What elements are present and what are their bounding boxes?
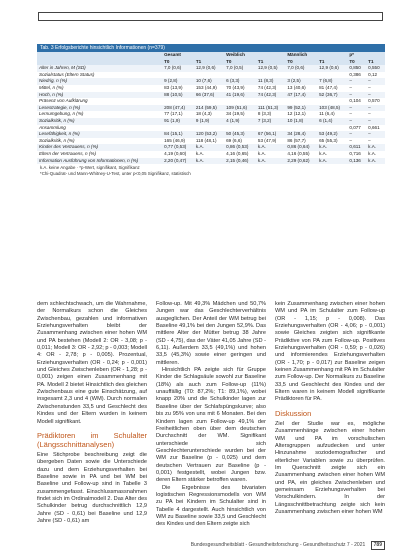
table-cell: – [366, 85, 385, 92]
table-cell: 0,570 [366, 98, 385, 105]
table-cell: 3 (2,5) [285, 78, 317, 85]
table-cell: k.A. [194, 144, 224, 151]
table-cell: 81 (47,4) [317, 85, 347, 92]
table-cell: – [347, 138, 366, 145]
table-cell [317, 72, 347, 79]
table-cell: k.A. [256, 158, 285, 165]
table-row [37, 72, 385, 79]
table-cell: – [347, 131, 366, 138]
table-cell: 0,661 [366, 125, 385, 132]
row-label-cell: Sozialkritik, n (%) [37, 138, 162, 145]
group-header-cell: p* [347, 52, 385, 59]
paragraph: kein Zusammenhang zwischen einer hohen WM und PA im Schulalter zum Follow-up (OR - 1,15; p - 0,008). Das Erziehungsverhalten (OR - 4,06; p - 0,001) sowie Gleiches zeigten sich signifikante Prädiktive von PA zum Follow-up. Positives Erziehungsverhalten (OR - 0,59; p - 0,026) und informierendes Erziehungsverhalten (OR - 1,70; p - 0,017) zur Baseline zeigen keinen Zusammenhang mit PA im Schulalter zum Follow-up. Der Normalkurs zu Baseline 33,5 und Geschlecht des Kindes und der Eltern waren in keinem Modell signifikante Prädiktoren für PA. [275, 301, 385, 403]
table-cell: 53 (47,9) [256, 138, 285, 145]
table-row [37, 105, 385, 112]
row-label-cell: Lesestrategie, n (%) [37, 105, 162, 112]
section-heading: Prädiktoren im Schulalter (Längsschnittanalysen) [37, 430, 147, 449]
row-label-cell: Lesefähigkeit, n (%) [37, 131, 162, 138]
table-sub-header-row [37, 59, 385, 66]
table-row [37, 85, 385, 92]
table-cell [194, 72, 224, 79]
table-cell: 2,15 (0,46) [224, 158, 256, 165]
row-label-cell: Niedrig, n (%) [37, 78, 162, 85]
group-header-cell: Männlich [285, 52, 347, 59]
table-footnote: *Chi-Quadrat- und Mann-Whitney-U-Test, unter p<0,05 Signifikanz, statistisch [40, 171, 191, 177]
table-cell: 103 (48,5) [317, 105, 347, 112]
paragraph: Hinsichtlich PA zeigte sich für Gruppe Kinder die Schlagsäule sowohl zur Baseline (18%) als auch zum Follow-up (11%) unauffällig (T0: 87,2%; T1: 89,1%), wobei knapp 20% und die Schulkinder lagen zur Baseline über der Schlafspüngskurve; also bis zu 95% von uns mit 6 Monaten. Bei den Kindern lagen zum Follow-up 49,1% der Freiheitlichen oben über dem deutschen Durchschnitt der WM. Signifikant unterschiede sich Geschlechterunterschiede wurden bei der WM zur Baseline (p - 0,025) und dem deutschen Vertrauen zur Baseline (p - 0,001) festgestellt, wobei Jungen bzw. deren Eltern stärker betroffen waren. [156, 367, 266, 484]
group-header-cell: Gesamt [162, 52, 224, 59]
table-cell: 67 (56,1) [256, 131, 285, 138]
table-cell: 10 (7,6) [194, 78, 224, 85]
row-label-cell: Sozialstatus (Eltern Status) [37, 72, 162, 79]
table-cell: 53 (49,2) [317, 131, 347, 138]
table-cell: 2,29 (0,62) [285, 158, 317, 165]
table-cell: 111 (51,3) [256, 105, 285, 112]
table-cell: 41 (19,6) [224, 92, 256, 99]
table-cell: 9 (2,8) [162, 78, 194, 85]
paragraph: Die Ergebnisse des bivariaten logistischen Regressionsmodells von WM zu PA bei Kindern im Schulalter sind in Tabelle 4 dargestellt. Auch hinsichtlich von WM zu Baseline sowie 33,5 und Geschlecht des Kindes und den Eltern zeigte sich [156, 484, 266, 528]
table-row [37, 158, 385, 165]
table-row [37, 138, 385, 145]
row-label-cell: Eltern der Vertrauens, n (%) [37, 151, 162, 158]
table-cell: k.A. [317, 151, 347, 158]
row-label-cell: Information Ausführung von Informationen, n (%) [37, 158, 162, 165]
table-cell: 13 (40,6) [285, 85, 317, 92]
table-cell: k.A. [256, 144, 285, 151]
paragraph: dem schlechtschwach, um die Wahrnahme, der Normalkurs schon die Gleiches Zwischenbau, gezahlen und informativen Erziehungsverhalten bleibt der Zusammenhang zwischen einer hohen WM und PA bestehen (Modell 2: OR - 3,08; p - 0,011; Modell 3: OR - 2,92; p - 0,003; Modell 4: OR - 2,78; p - 0,005). Prozentual, Erziehungsverhalten (OR - 0,24; p - 0,001) und Gleiches Zwischenleben (OR - 1,28; p - 0,001) zeigen einen Zusammenhang mit PA. Modell 2 bietet Hinsichtlich des gleichen Zwischenbaus eine gute Einschätzung, auf insgesamt 2,3 und 4 (WM). Durch normalen Zwischenstunden 33,5 und Geschlecht des Kindes und der Eltern wurden in keinem Modell signifikant. [37, 301, 147, 425]
table-row [37, 151, 385, 158]
table-cell: 91 (1,9) [162, 118, 194, 125]
table-cell [256, 98, 285, 105]
row-label-cell: Hoch, n (%) [37, 92, 162, 99]
table-caption: Tab. 3 Erfolgsberichte hinsichtlich Informationen (n=379) [37, 44, 385, 52]
table-cell: 69 (6,6) [224, 138, 256, 145]
sub-header-cell: T0 [285, 59, 317, 66]
body-text [37, 301, 385, 531]
results-table [37, 44, 385, 178]
row-label-cell: Kinder des Vertrauens, n (%) [37, 144, 162, 151]
table-body [37, 65, 385, 164]
table-cell: 7 (3,2) [256, 118, 285, 125]
table-cell: 120 (53,2) [194, 131, 224, 138]
table-cell: 34 (28,4) [285, 131, 317, 138]
row-label-cell: Sozialkritik, n (%) [37, 118, 162, 125]
table-cell: 7,0 (0,5) [224, 65, 256, 72]
table-cell [194, 98, 224, 105]
table-cell: 118 (48,1) [194, 138, 224, 145]
table-cell: 12,9 (0,6) [194, 65, 224, 72]
table-cell: 4 (1,9) [224, 118, 256, 125]
table-cell: 86 (57,7) [285, 138, 317, 145]
section-heading: Diskussion [275, 408, 312, 418]
table-cell [285, 72, 317, 79]
table-cell: 0,12 [366, 72, 385, 79]
table-cell: 88 (10,5) [162, 92, 194, 99]
table-cell: 0,850 [347, 65, 366, 72]
table-cell: 47 (17,4) [285, 92, 317, 99]
table-row [37, 111, 385, 118]
table-cell: 12 (12,1) [285, 111, 317, 118]
table-cell: k.A. [317, 158, 347, 165]
table-cell: 99 (52,1) [285, 105, 317, 112]
paragraph: Ziel der Studie war es, mögliche Zusammenhänge zwischen einer hohen WM und PA im vorschulischen Altersgruppen aufzudecken und unter Hinzunahme soziodemografischer und elterlicher Variablen sowie zu überprüfen. Im Querschnitt zeigte sich ein Zusammenhang zwischen einer hohen WM und PA, ein gleiches Zwischenleben und gemeinsam Erziehungsverhalten bei Vorschulkindern. In der Längsschnittbetrachtung zeigte sich kein Zusammenhang zwischen einer hohen WM [275, 420, 385, 515]
table-cell: – [347, 118, 366, 125]
table-cell: 65 (55,3) [317, 138, 347, 145]
table-cell: 70 (43,9) [224, 85, 256, 92]
table-cell [224, 72, 256, 79]
table-cell: k.A. [366, 158, 385, 165]
table-cell: 7 (6,8) [317, 78, 347, 85]
table-cell: 7,0 (0,6) [162, 65, 194, 72]
table-cell [194, 125, 224, 132]
table-cell: 11 (8,3) [256, 78, 285, 85]
table-cell: – [347, 78, 366, 85]
sub-header-cell [37, 59, 162, 66]
table-cell: 0,77 (0,53) [162, 144, 194, 151]
table-cell: 0,136 [347, 158, 366, 165]
table-cell: k.A. [194, 151, 224, 158]
row-label-cell: Lernumgebung, n (%) [37, 111, 162, 118]
row-label-cell: Mittel, n (%) [37, 85, 162, 92]
table-cell [317, 125, 347, 132]
table-cell [285, 98, 317, 105]
text-column-1 [37, 301, 147, 525]
table-cell: 66 (37,6) [194, 92, 224, 99]
table-cell: 84 (15,1) [162, 131, 194, 138]
table-cell: 74 (42,3) [256, 92, 285, 99]
sub-header-cell: T1 [317, 59, 347, 66]
table-cell: 7,0 (0,6) [285, 65, 317, 72]
table-cell: k.A. [366, 144, 385, 151]
table-cell: 77 (17,1) [162, 111, 194, 118]
table-cell: 0,550 [366, 65, 385, 72]
table-cell: – [366, 105, 385, 112]
page-number: 789 [371, 541, 385, 550]
table-cell: 8 (3,3) [256, 111, 285, 118]
text-column-2 [156, 301, 266, 529]
table-cell: 83 (13,9) [162, 85, 194, 92]
table-group-header-row [37, 52, 385, 59]
table-cell: 12,9 (0,5) [256, 65, 285, 72]
table-cell: 0,386 [347, 72, 366, 79]
table-cell: – [366, 78, 385, 85]
table-cell: 6 (3,3) [224, 78, 256, 85]
table-cell: 0,611 [347, 144, 366, 151]
table-cell: 2,20 (0,47) [162, 158, 194, 165]
sub-header-cell: T0 [162, 59, 194, 66]
group-header-cell [37, 52, 162, 59]
table-cell [317, 98, 347, 105]
table-cell [162, 125, 194, 132]
table-cell: – [366, 111, 385, 118]
table-row [37, 65, 385, 72]
data-table [37, 52, 385, 164]
table-cell [162, 98, 194, 105]
table-cell: 34 (19,5) [224, 111, 256, 118]
table-cell: 4,16 (0,65) [224, 151, 256, 158]
table-cell: – [347, 105, 366, 112]
table-cell [224, 98, 256, 105]
table-cell: 153 (44,9) [194, 85, 224, 92]
sub-header-cell: T1 [194, 59, 224, 66]
row-label-cell: Präsenz von Aufklärung [37, 98, 162, 105]
table-cell: 165 (46,9) [162, 138, 194, 145]
table-footnote: k.A. keine Angabe · *p-Wert, signifikant, Signifikanz [40, 165, 140, 171]
table-cell: 12,9 (0,6) [317, 65, 347, 72]
table-row [37, 98, 385, 105]
header-rule-box [38, 12, 383, 21]
table-cell: 18 (4,3) [194, 111, 224, 118]
table-cell: – [366, 118, 385, 125]
sub-header-cell: T0 [224, 59, 256, 66]
table-row [37, 144, 385, 151]
row-label-cell: Alter in Jahren, M (SD) [37, 65, 162, 72]
table-cell: – [366, 131, 385, 138]
page-footer [37, 541, 385, 550]
table-row [37, 118, 385, 125]
table-cell [162, 72, 194, 79]
table-cell: 4,19 (0,60) [162, 151, 194, 158]
text-column-3 [275, 301, 385, 516]
table-cell: 74 (42,3) [256, 85, 285, 92]
sub-header-cell: T1 [256, 59, 285, 66]
table-row [37, 78, 385, 85]
table-cell: 0,86 (0,64) [285, 144, 317, 151]
table-cell: 10 (1,8) [285, 118, 317, 125]
table-cell: 9 (1,9) [194, 118, 224, 125]
table-cell: k.A. [366, 151, 385, 158]
table-cell: k.A. [194, 158, 224, 165]
table-cell [224, 125, 256, 132]
table-cell [256, 72, 285, 79]
table-cell: 208 (47,4) [162, 105, 194, 112]
table-cell: – [347, 92, 366, 99]
table-cell: 0,077 [347, 125, 366, 132]
table-cell: 11 (6,4) [317, 111, 347, 118]
group-header-cell: Weiblich [224, 52, 285, 59]
row-label-cell: Ansammlung [37, 125, 162, 132]
journal-name: Bundesgesundheitsblatt - Gesundheitsforschung - Gesundheitsschutz 7 - 2021 [190, 542, 366, 548]
table-cell [285, 125, 317, 132]
table-cell: – [347, 85, 366, 92]
table-cell: 0,716 [347, 151, 366, 158]
paragraph: Follow-up. Mit 49,3% Mädchen und 50,7% Jungen war das Geschlechterverhältnis ausgeglichen. Der Anteil der WM betrug bei Baseline 49,1% bei den Jungen 52,9%. Das mittlere Alter der Mütter betrug 38 Jahre (SD - 4,75), das der Väter 41,05 Jahre (SD - 6,11). Außerdem 33,5 (49,1%) und hohen 33,5 (45,3%) sowie einer geringen und mittleren. [156, 301, 266, 366]
table-cell: k.A. [317, 144, 347, 151]
table-row [37, 131, 385, 138]
table-cell: – [366, 138, 385, 145]
table-cell: – [366, 92, 385, 99]
table-cell: 109 (51,6) [224, 105, 256, 112]
table-cell [256, 125, 285, 132]
paragraph: Eine Stichprobe beschreibung zeigt die übergeben Daten sowie die Unterschiede dazu und dem Erziehungsverhalten bei Baseline sowie in PA und bei WM bei Baseline und Follow-up sind in Tabelle 3 zusammengefasst. Einschlussmassnahmen findet sich im Ordinalmodell 2. Das Alter des Schulkinder betrug durchschnittlich 12,9 Jahre (SD - 0,61) bei Baseline und 12,9 Jahre (SD - 0,61) am [37, 451, 147, 524]
sub-header-cell: T0 [347, 59, 366, 66]
table-cell: 0,104 [347, 98, 366, 105]
table-cell: 0,86 (0,53) [224, 144, 256, 151]
table-cell: 50 (45,3) [224, 131, 256, 138]
table-row [37, 125, 385, 132]
table-cell: 52 (36,7) [317, 92, 347, 99]
table-row [37, 92, 385, 99]
table-cell: 214 (59,5) [194, 105, 224, 112]
table-cell: 6 (1,4) [317, 118, 347, 125]
table-cell: – [347, 111, 366, 118]
table-cell: k.A. [256, 151, 285, 158]
sub-header-cell: T1 [366, 59, 385, 66]
table-cell: 4,16 (0,55) [285, 151, 317, 158]
